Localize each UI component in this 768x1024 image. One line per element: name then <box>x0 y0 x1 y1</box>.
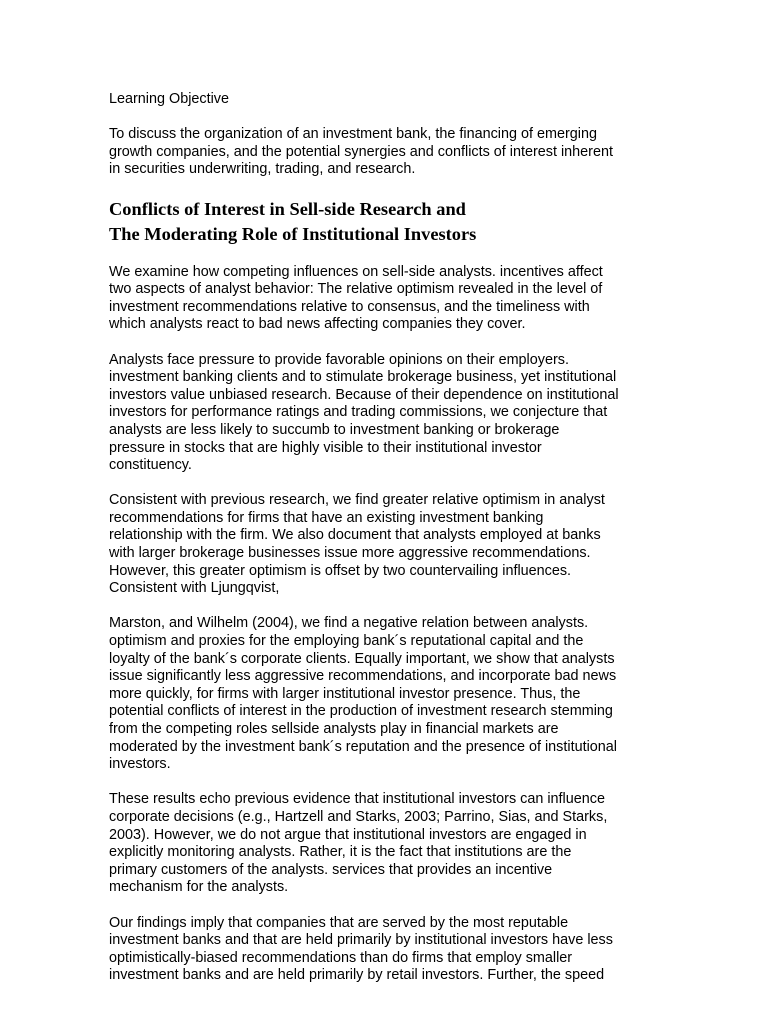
text-line: potential conflicts of interest in the production of investment research stemming <box>109 703 613 720</box>
text-line: We examine how competing influences on sell-side analysts. incentives affect <box>109 263 603 280</box>
text-line: investors value unbiased research. Because of their dependence on institutional <box>109 386 619 403</box>
text-line: optimism and proxies for the employing bank´s reputational capital and the <box>109 633 584 650</box>
paragraph-5 <box>109 791 669 897</box>
document-body <box>109 91 669 1003</box>
learning-objective-label: Learning Objective <box>109 91 229 107</box>
paragraph-6 <box>109 915 669 985</box>
text-line: which analysts react to bad news affecting companies they cover. <box>109 316 526 333</box>
learning-objective-text <box>109 126 669 179</box>
text-line: optimistically-biased recommendations than do firms that employ smaller <box>109 949 573 966</box>
text-line: pressure in stocks that are highly visible to their institutional investor <box>109 439 542 456</box>
text-line: investment recommendations relative to consensus, and the timeliness with <box>109 298 590 315</box>
text-line: analysts are less likely to succumb to investment banking or brokerage <box>109 421 560 438</box>
text-line: corporate decisions (e.g., Hartzell and Starks, 2003; Parrino, Sias, and Starks, <box>109 808 608 825</box>
text-line: from the competing roles sellside analysts play in financial markets are <box>109 721 559 737</box>
text-line: mechanism for the analysts. <box>109 879 289 896</box>
text-line: moderated by the investment bank´s reputation and the presence of institutional <box>109 738 617 755</box>
article-title-line-2: The Moderating Role of Institutional Investors <box>109 223 477 244</box>
text-line: To discuss the organization of an investment bank, the financing of emerging <box>109 126 597 143</box>
text-line: Analysts face pressure to provide favorable opinions on their employers. <box>109 351 569 368</box>
text-line: explicitly monitoring analysts. Rather, it is the fact that institutions are the <box>109 844 572 861</box>
text-line: investors for performance ratings and trading commissions, we conjecture that <box>109 404 608 421</box>
text-line: with larger brokerage businesses issue more aggressive recommendations. <box>109 545 591 562</box>
text-line: investment banks and that are held primarily by institutional investors have less <box>109 932 613 949</box>
paragraph-3 <box>109 492 669 598</box>
text-line: investment banking clients and to stimulate brokerage business, yet institutional <box>109 369 617 386</box>
text-line: investment banks and are held primarily by retail investors. Further, the speed <box>109 967 605 984</box>
article-title <box>109 197 669 247</box>
text-line: primary customers of the analysts. services that provides an incentive <box>109 861 553 878</box>
text-line: Marston, and Wilhelm (2004), we find a negative relation between analysts. <box>109 615 589 632</box>
text-line: investors. <box>109 756 171 773</box>
text-line: These results echo previous evidence that institutional investors can influence <box>109 791 605 808</box>
text-line: loyalty of the bank´s corporate clients. Equally important, we show that analysts <box>109 650 615 667</box>
text-line: issue significantly less aggressive recommendations, and incorporate bad news <box>109 668 617 685</box>
text-line: constituency. <box>109 457 192 474</box>
text-line: However, this greater optimism is offset by two countervailing influences. <box>109 562 572 579</box>
text-line: Consistent with Ljungqvist, <box>109 580 280 597</box>
text-line: Consistent with previous research, we find greater relative optimism in analyst <box>109 492 605 509</box>
text-line: growth companies, and the potential synergies and conflicts of interest inherent <box>109 143 613 160</box>
article-title-line-1: Conflicts of Interest in Sell-side Research and <box>109 198 466 219</box>
text-line: Our findings imply that companies that are served by the most reputable <box>109 914 569 931</box>
paragraph-1 <box>109 264 669 334</box>
text-line: 2003). However, we do not argue that institutional investors are engaged in <box>109 826 587 843</box>
text-line: in securities underwriting, trading, and research. <box>109 161 416 178</box>
text-line: recommendations for firms that have an existing investment banking <box>109 509 544 526</box>
text-line: more quickly, for firms with larger institutional investor presence. Thus, the <box>109 685 581 702</box>
text-line: relationship with the firm. We also document that analysts employed at banks <box>109 527 601 544</box>
paragraph-4 <box>109 615 669 773</box>
paragraph-2 <box>109 352 669 475</box>
text-line: two aspects of analyst behavior: The relative optimism revealed in the level of <box>109 281 603 298</box>
